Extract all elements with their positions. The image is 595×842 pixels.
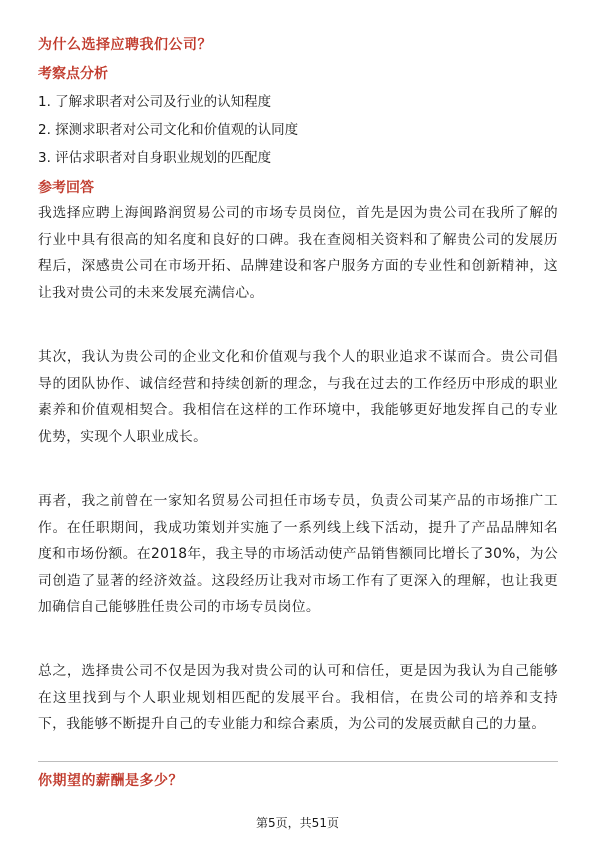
analysis-point: 3. 评估求职者对自身职业规划的匹配度 [38,150,272,166]
section-divider [38,761,558,762]
answer-heading: 参考回答 [38,180,94,196]
answer-paragraph: 我选择应聘上海闽路润贸易公司的市场专员岗位，首先是因为贵公司在我所了解的行业中具有很高的知名度和良好的口碑。我在查阅相关资料和了解贵公司的发展历程后，深感贵公司在市场开拓、品牌建设和客户服务方面的专业性和创新精神，这让我对贵公司的未来发展充满信心。 [38,205,558,301]
question-title: 你期望的薪酬是多少？ [38,773,183,789]
analysis-point: 1. 了解求职者对公司及行业的认知程度 [38,94,272,110]
answer-paragraph: 总之，选择贵公司不仅是因为我对贵公司的认可和信任，更是因为我认为自己能够在这里找到与个人职业规划相匹配的发展平台。我相信，在贵公司的培养和支持下，我能够不断提升自己的专业能力和综合素质，为公司的发展贡献自己的力量。 [38,663,558,732]
page-number: 第5页，共51页 [256,816,339,830]
analysis-point: 2. 探测求职者对公司文化和价值观的认同度 [38,122,299,138]
question-title: 为什么选择应聘我们公司？ [38,37,212,53]
answer-paragraph: 再者，我之前曾在一家知名贸易公司担任市场专员，负责公司某产品的市场推广工作。在任职期间，我成功策划并实施了一系列线上线下活动，提升了产品品牌知名度和市场份额。在2018年，我主导的市场活动使产品销售额同比增长了30%，为公司创造了显著的经济效益。这段经历让我对市场工作有了更深入的理解，也让我更加确信自己能够胜任贵公司的市场专员岗位。 [38,493,558,615]
answer-paragraph: 其次，我认为贵公司的企业文化和价值观与我个人的职业追求不谋而合。贵公司倡导的团队协作、诚信经营和持续创新的理念，与我在过去的工作经历中形成的职业素养和价值观相契合。我相信在这样的工作环境中，我能够更好地发挥自己的专业优势，实现个人职业成长。 [38,349,558,445]
analysis-heading: 考察点分析 [38,66,108,82]
